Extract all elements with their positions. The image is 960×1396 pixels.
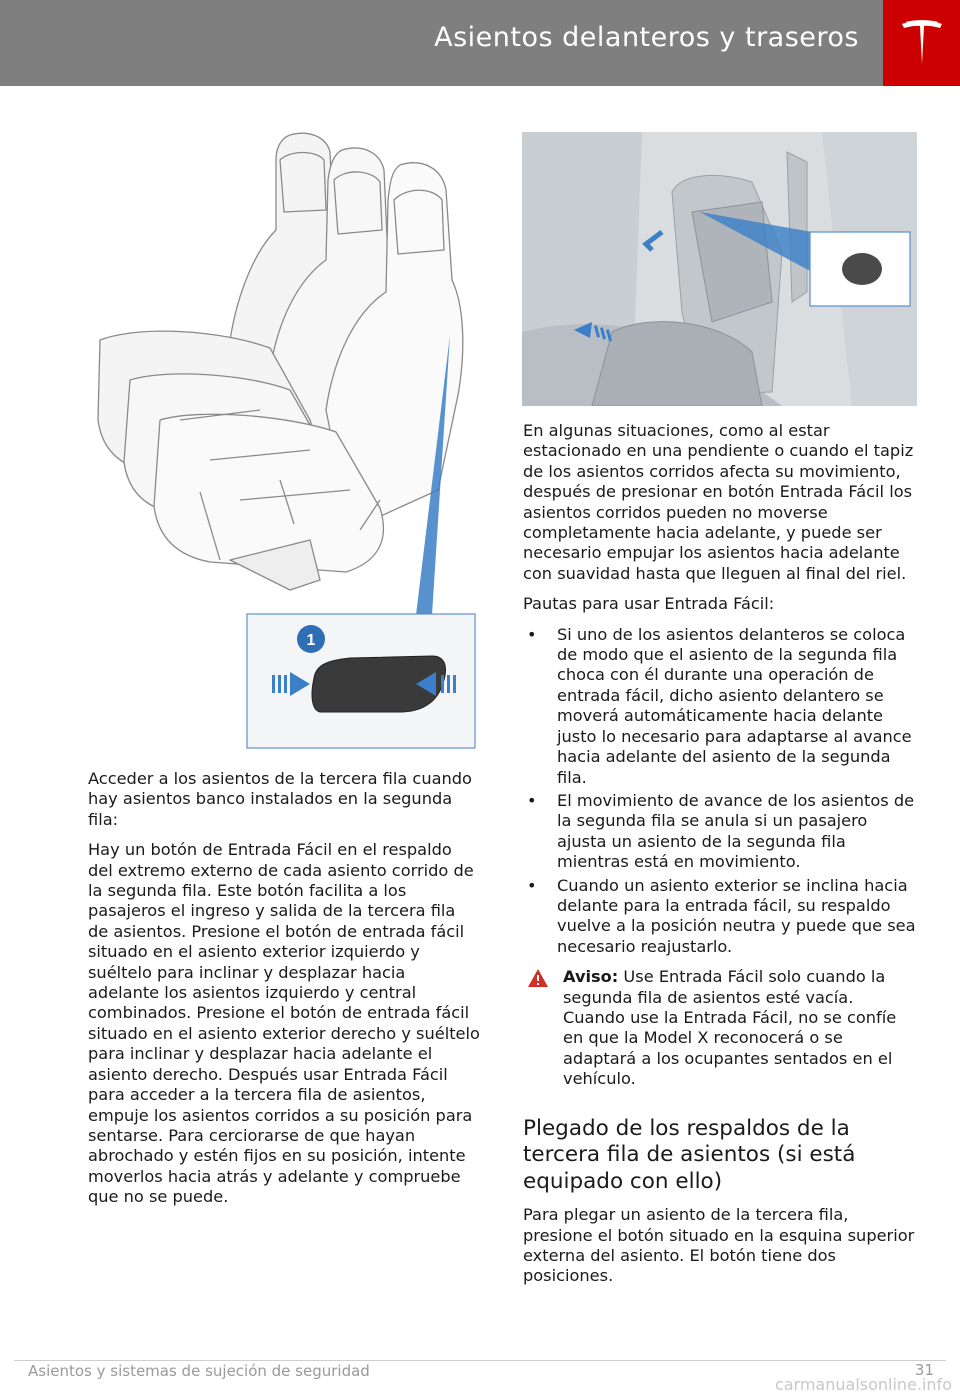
bullet-marker: • <box>527 875 537 895</box>
right-paragraph-2: Pautas para usar Entrada Fácil: <box>523 594 775 614</box>
left-text-column <box>88 769 480 1218</box>
list-item-text: Si uno de los asientos delanteros se coloca de modo que el asiento de la segunda fila choca con él durante una operación de entrada fácil, dicho asiento delantero se moverá automáticamente hacia delante justo lo necesario para adaptarse al avance hacia adelante del asiento de la segunda fila. <box>557 624 912 787</box>
list-item <box>523 791 920 873</box>
page-header <box>0 0 883 86</box>
page-title: Asientos delanteros y traseros <box>434 22 859 53</box>
warning-note <box>523 967 920 1089</box>
seat-fold-photo <box>522 132 917 406</box>
footer-section-title: Asientos y sistemas de sujeción de seguridad <box>28 1362 370 1380</box>
section-heading: Plegado de los respaldos de la tercera fila de asientos (si está equipado con ello) <box>523 1115 856 1194</box>
left-body-paragraph: Hay un botón de Entrada Fácil en el respaldo del extremo externo de cada asiento corrido de la segunda fila. Este botón facilita a los pasajeros el ingreso y salida de la tercera fila de asientos. Presione el botón de entrada fácil situado en el asiento exterior izquierdo y suéltelo para inclinar y desplazar hacia adelante los asientos izquierdo y central combinados. Presione el botón de entrada fácil situado en el asiento exterior derecho y suéltelo para inclinar y desplazar hacia adelante el asiento derecho. Después usar Entrada Fácil para acceder a la tercera fila de asientos, empuje los asientos corridos a su posición para sentarse. Para cerciorarse de que hayan abrochado y estén fijos en su posición, intente moverlos hacia atrás y adelante y compruebe que no se puede. <box>88 840 480 1207</box>
bullet-marker: • <box>527 790 537 810</box>
page-number: 31 <box>914 1361 934 1379</box>
right-paragraph-3: Para plegar un asiento de la tercera fila, presione el botón situado en la esquina superior externa del asiento. El botón tiene dos posiciones. <box>523 1205 915 1286</box>
tesla-logo <box>883 0 960 86</box>
tesla-logo-icon <box>900 20 944 66</box>
seats-illustration <box>80 120 480 750</box>
callout-number: 1 <box>306 632 316 649</box>
list-item <box>523 876 920 958</box>
warning-icon <box>527 968 549 988</box>
right-paragraph-1: En algunas situaciones, como al estar estacionado en una pendiente o cuando el tapiz de los asientos corridos afecta su movimiento, después de presionar en botón Entrada Fácil los asientos corridos pueden no moverse completamente hacia adelante, y puede ser necesario empujar los asientos hacia adelante con suavidad hasta que lleguen al final del riel. <box>523 421 914 583</box>
warning-label: Aviso: <box>563 967 619 987</box>
watermark: carmanualsonline.info <box>774 1375 952 1394</box>
right-text-column <box>523 421 920 1297</box>
list-item <box>523 625 920 788</box>
bullet-marker: • <box>527 624 537 644</box>
warning-text: Use Entrada Fácil solo cuando la segunda fila de asientos esté vacía. Cuando use la Entrada Fácil, no se confíe en que la Model X reconocerá o se adaptará a los ocupantes sentados en el vehículo. <box>563 967 897 1089</box>
list-item-text: Cuando un asiento exterior se inclina hacia delante para la entrada fácil, su respaldo vuelve a la posición neutra y puede que sea necesario reajustarlo. <box>557 875 916 956</box>
list-item-text: El movimiento de avance de los asientos de la segunda fila se anula si un pasajero ajusta un asiento de la segunda fila mientras está en movimiento. <box>557 790 915 872</box>
guidelines-list <box>523 625 920 958</box>
footer-divider <box>14 1360 946 1361</box>
left-intro-paragraph: Acceder a los asientos de la tercera fila cuando hay asientos banco instalados en la segunda fila: <box>88 769 472 829</box>
